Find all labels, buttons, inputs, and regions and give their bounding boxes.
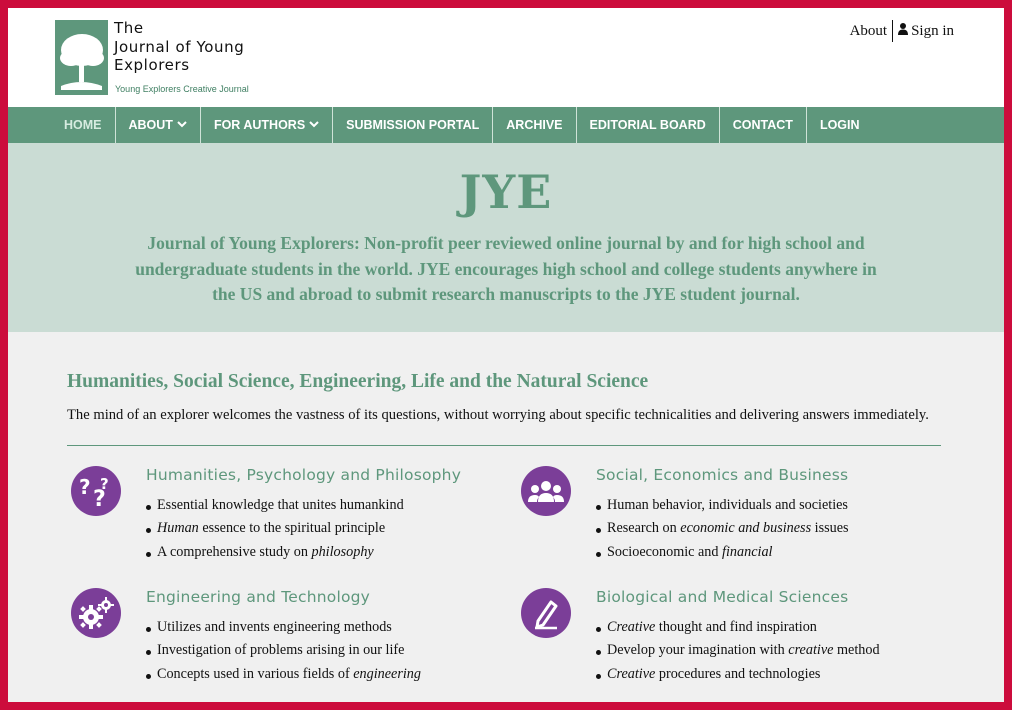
nav-label: ARCHIVE [506, 118, 563, 132]
pencil-write-icon [521, 588, 571, 638]
nav-item-home[interactable] [55, 107, 116, 143]
list-item: Human essence to the spiritual principle [146, 520, 404, 543]
chevron-down-icon [309, 120, 319, 131]
list-item: Creative procedures and technologies [596, 666, 880, 689]
nav-item-submission-portal[interactable] [333, 107, 493, 143]
section-intro: The mind of an explorer welcomes the vastness of its questions, without worrying about specific technicalities and delivering answers immediately. [67, 407, 929, 423]
page-frame [8, 8, 1004, 702]
signin-label: Sign in [911, 22, 954, 39]
signin-link[interactable] [898, 23, 954, 40]
nav-item-archive[interactable] [493, 107, 576, 143]
list-item: Creative thought and find inspiration [596, 619, 880, 642]
category-title[interactable]: Social, Economics and Business [596, 466, 849, 484]
gears-icon [71, 588, 121, 638]
question-marks-icon [71, 466, 121, 516]
nav-item-contact[interactable] [720, 107, 807, 143]
category-title[interactable]: Biological and Medical Sciences [596, 588, 849, 606]
list-item: Human behavior, individuals and societies [596, 497, 849, 520]
logo-title-line: The [114, 19, 144, 37]
list-item: Essential knowledge that unites humankind [146, 497, 404, 520]
logo-title-line: Explorers [114, 56, 190, 74]
hero-title: JYE [459, 165, 553, 219]
hero-banner [8, 143, 1004, 332]
user-icon [898, 23, 908, 40]
category-list [146, 619, 421, 689]
nav-item-editorial-board[interactable] [577, 107, 720, 143]
svg-text:?: ? [100, 475, 109, 493]
chevron-down-icon [177, 120, 187, 131]
nav-label: LOGIN [819, 118, 860, 132]
logo-subtitle: Young Explorers Creative Journal [115, 84, 249, 94]
nav-label: HOME [64, 118, 102, 132]
main-nav [8, 107, 1004, 143]
nav-label: EDITORIAL BOARD [589, 118, 706, 132]
nav-label: FOR AUTHORS [213, 118, 306, 132]
list-item: Utilizes and invents engineering methods [146, 619, 421, 642]
section-divider [67, 445, 941, 446]
logo-title-line: Journal of Young [114, 37, 245, 56]
list-item: Socioeconomic and financial [596, 544, 849, 567]
hero-description: Journal of Young Explorers: Non-profit peer reviewed online journal by and for high school and undergraduate students in the world. JYE encourages high school and college students anywhere in the US and abroad to submit research manuscripts to the JYE student journal. [135, 233, 877, 304]
category-list [146, 497, 404, 567]
nav-label: ABOUT [128, 118, 173, 132]
nav-item-for-authors[interactable] [201, 107, 333, 143]
top-links-divider [892, 20, 893, 42]
nav-item-about[interactable] [116, 107, 201, 143]
category-title[interactable]: Humanities, Psychology and Philosophy [146, 466, 462, 484]
people-group-icon [521, 466, 571, 516]
category-list [596, 497, 849, 567]
top-links [850, 20, 954, 42]
category-list [596, 619, 880, 689]
list-item: A comprehensive study on philosophy [146, 544, 404, 567]
section-heading: Humanities, Social Science, Engineering, Life and the Natural Science [67, 371, 649, 392]
list-item: Concepts used in various fields of engineering [146, 666, 421, 689]
category-title[interactable]: Engineering and Technology [146, 588, 371, 606]
nav-item-login[interactable] [807, 107, 873, 143]
logo-title[interactable] [114, 19, 244, 75]
nav-label: SUBMISSION PORTAL [346, 118, 480, 132]
nav-label: CONTACT [732, 118, 793, 132]
svg-text:?: ? [79, 475, 91, 499]
list-item: Develop your imagination with creative method [596, 642, 880, 665]
list-item: Research on economic and business issues [596, 520, 849, 543]
about-link[interactable]: About [849, 22, 888, 39]
svg-text:?: ? [93, 487, 106, 512]
site-header [8, 8, 1004, 107]
list-item: Investigation of problems arising in our life [146, 642, 421, 665]
logo-tree-icon[interactable] [55, 20, 108, 95]
